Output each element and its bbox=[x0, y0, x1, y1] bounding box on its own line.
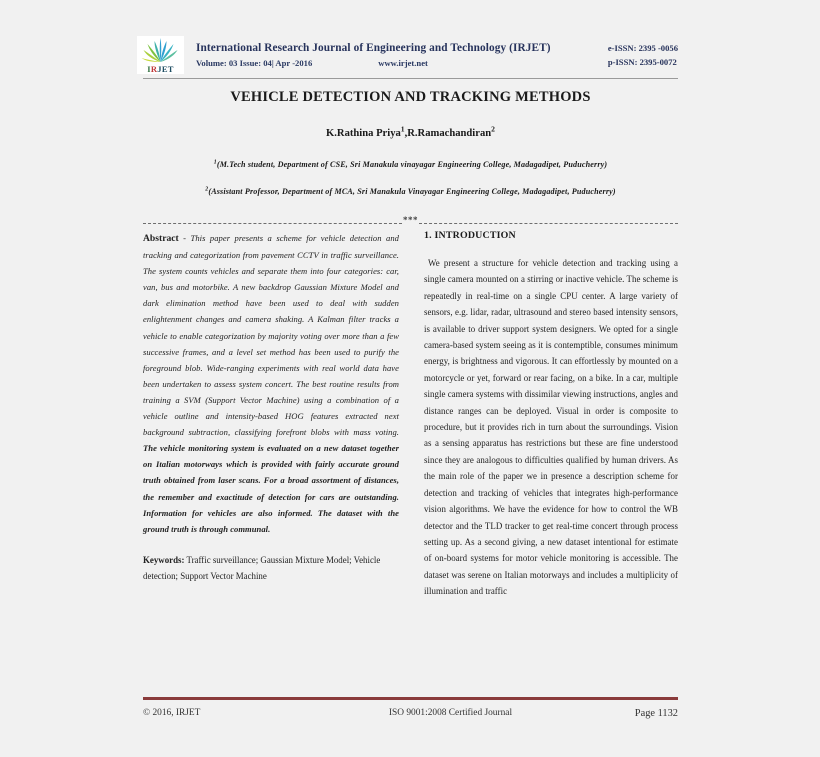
e-issn: e-ISSN: 2395 -0056 bbox=[607, 43, 678, 53]
author-one-marker: 1 bbox=[400, 124, 405, 134]
page-footer bbox=[143, 703, 678, 723]
divider-dash-left bbox=[143, 223, 402, 224]
introduction-heading: 1. INTRODUCTION bbox=[424, 230, 516, 241]
logo-letters-jet: JET bbox=[157, 64, 174, 74]
abstract-label: Abstract bbox=[143, 233, 179, 244]
logo-letter-i: I bbox=[147, 64, 151, 74]
abstract-dash: - bbox=[178, 233, 191, 243]
masthead-volume-row bbox=[196, 56, 598, 70]
affiliation-one bbox=[143, 160, 678, 169]
keywords-value: Traffic surveillance; Gaussian Mixture Model; Vehicle detection; Support Vector Machine bbox=[143, 554, 381, 581]
irjet-leaf-logo-icon bbox=[140, 37, 181, 64]
masthead-text bbox=[184, 36, 598, 74]
footer-page-number: Page 1132 bbox=[634, 707, 678, 719]
section-divider bbox=[143, 214, 678, 226]
keywords-block bbox=[143, 552, 399, 584]
issn-block bbox=[598, 36, 678, 74]
author-two: ,R.Ramachandiran bbox=[404, 128, 492, 139]
footer-copyright: © 2016, IRJET bbox=[143, 708, 201, 718]
affiliation-two-marker: 2 bbox=[205, 186, 209, 193]
divider-stars: *** bbox=[403, 215, 418, 225]
introduction-column bbox=[424, 230, 678, 600]
irjet-wordmark bbox=[137, 65, 184, 74]
affiliation-one-text: (M.Tech student, Department of CSE, Sri Manakula vinayagar Engineering College, Madagadipet, Puducherry) bbox=[216, 160, 608, 169]
affiliation-one-marker: 1 bbox=[213, 159, 217, 166]
abstract-text-bold: The vehicle monitoring system is evaluated on a new dataset together on Italian motorways which is provided with fairly accurate ground truth obtained from laser scans. For a broad assortment of distances, the remember and exactitude of detection for cars are outstanding. Information for vehicles are also informed. The dataset with the ground truth is through communal. bbox=[143, 443, 399, 534]
abstract-column bbox=[143, 230, 399, 584]
logo-letter-r: R bbox=[150, 64, 158, 74]
affiliation-two bbox=[143, 187, 678, 196]
volume-issue-date: Volume: 03 Issue: 04| Apr -2016 bbox=[196, 58, 313, 68]
journal-title: International Research Journal of Engineering and Technology (IRJET) bbox=[196, 42, 551, 54]
introduction-paragraph: We present a structure for vehicle detection and tracking using a single camera mounted on a stirring or inactive vehicle. The scheme is repeatedly in real-time on a single CPU center. A large variety of sensors, e.g. lidar, radar, ultrasound and stereo based intensity sensors, is available to driver support system designers. We opted for a single camera-based system seeing as it is contemptible, consumes minimum energy, is brightness and vigorous. It can effortlessly by mounted on a motorcycle or yet, forward or rear facing, on a bike. In a car, multiple single camera systems with dissimilar viewing instructions, angles and distance ranges can be deployed. Visual in order is composite to procedure, but it provides rich in turn about the surroundings. Vision as a sensing apparatus has restrictions but these are fine understood since they are analogous to difficulties qualified by human drivers. As the main role of the paper we in presence a description scheme for detection and tracking of vehicles that integrates high-performance vision algorithms. We have the evidence for how to control the WB detector and the TLD tracker to get real-time concert through process setting up. As a second giving, a new dataset intentional for estimate of on-board systems for motor vehicle monitoring is accessible. The dataset was serene on Italian motorways and includes a multiplicity of illumination and traffic bbox=[424, 258, 678, 597]
page-title: VEHICLE DETECTION AND TRACKING METHODS bbox=[230, 89, 591, 105]
author-list bbox=[143, 124, 678, 139]
p-issn: p-ISSN: 2395-0072 bbox=[607, 57, 677, 67]
author-two-marker: 2 bbox=[491, 124, 495, 134]
author-one: K.Rathina Priya bbox=[326, 128, 401, 139]
journal-masthead bbox=[137, 36, 678, 74]
footer-certification: ISO 9001:2008 Certified Journal bbox=[388, 708, 513, 718]
footer-divider bbox=[143, 697, 678, 700]
masthead-divider bbox=[143, 78, 678, 79]
journal-website-link[interactable]: www.irjet.net bbox=[378, 58, 428, 68]
affiliation-two-text: (Assistant Professor, Department of MCA, Sri Manakula Vinayagar Engineering College, Madagadipet, Puducherry) bbox=[208, 187, 616, 196]
keywords-label: Keywords: bbox=[143, 554, 185, 565]
abstract-text-regular: This paper presents a scheme for vehicle detection and tracking and categorization from pavement CCTV in traffic surveillance. The system counts vehicles and separate them into four categories: car, van, bus and motorbike. A new backdrop Gaussian Mixture Model and dark elimination method have been used to deal with sudden enlightenment changes and camera shaking. A Kalman filter tracks a vehicle to enable categorization by majority voting over more than a few successive frames, and a level set method has been used to purify the foreground blob. Wide-ranging experiments with real world data have been undertaken to assess system concert. The best routine results from training a SVM (Support Vector Machine) using a combination of a vehicle outline and intensity-based HOG features extracted next background subtraction, classifying forefront blobs with mass voting. bbox=[143, 233, 399, 438]
abstract-paragraph bbox=[143, 230, 399, 537]
masthead-title-row bbox=[196, 40, 598, 56]
divider-dash-right bbox=[419, 223, 678, 224]
irjet-logo bbox=[137, 36, 184, 74]
